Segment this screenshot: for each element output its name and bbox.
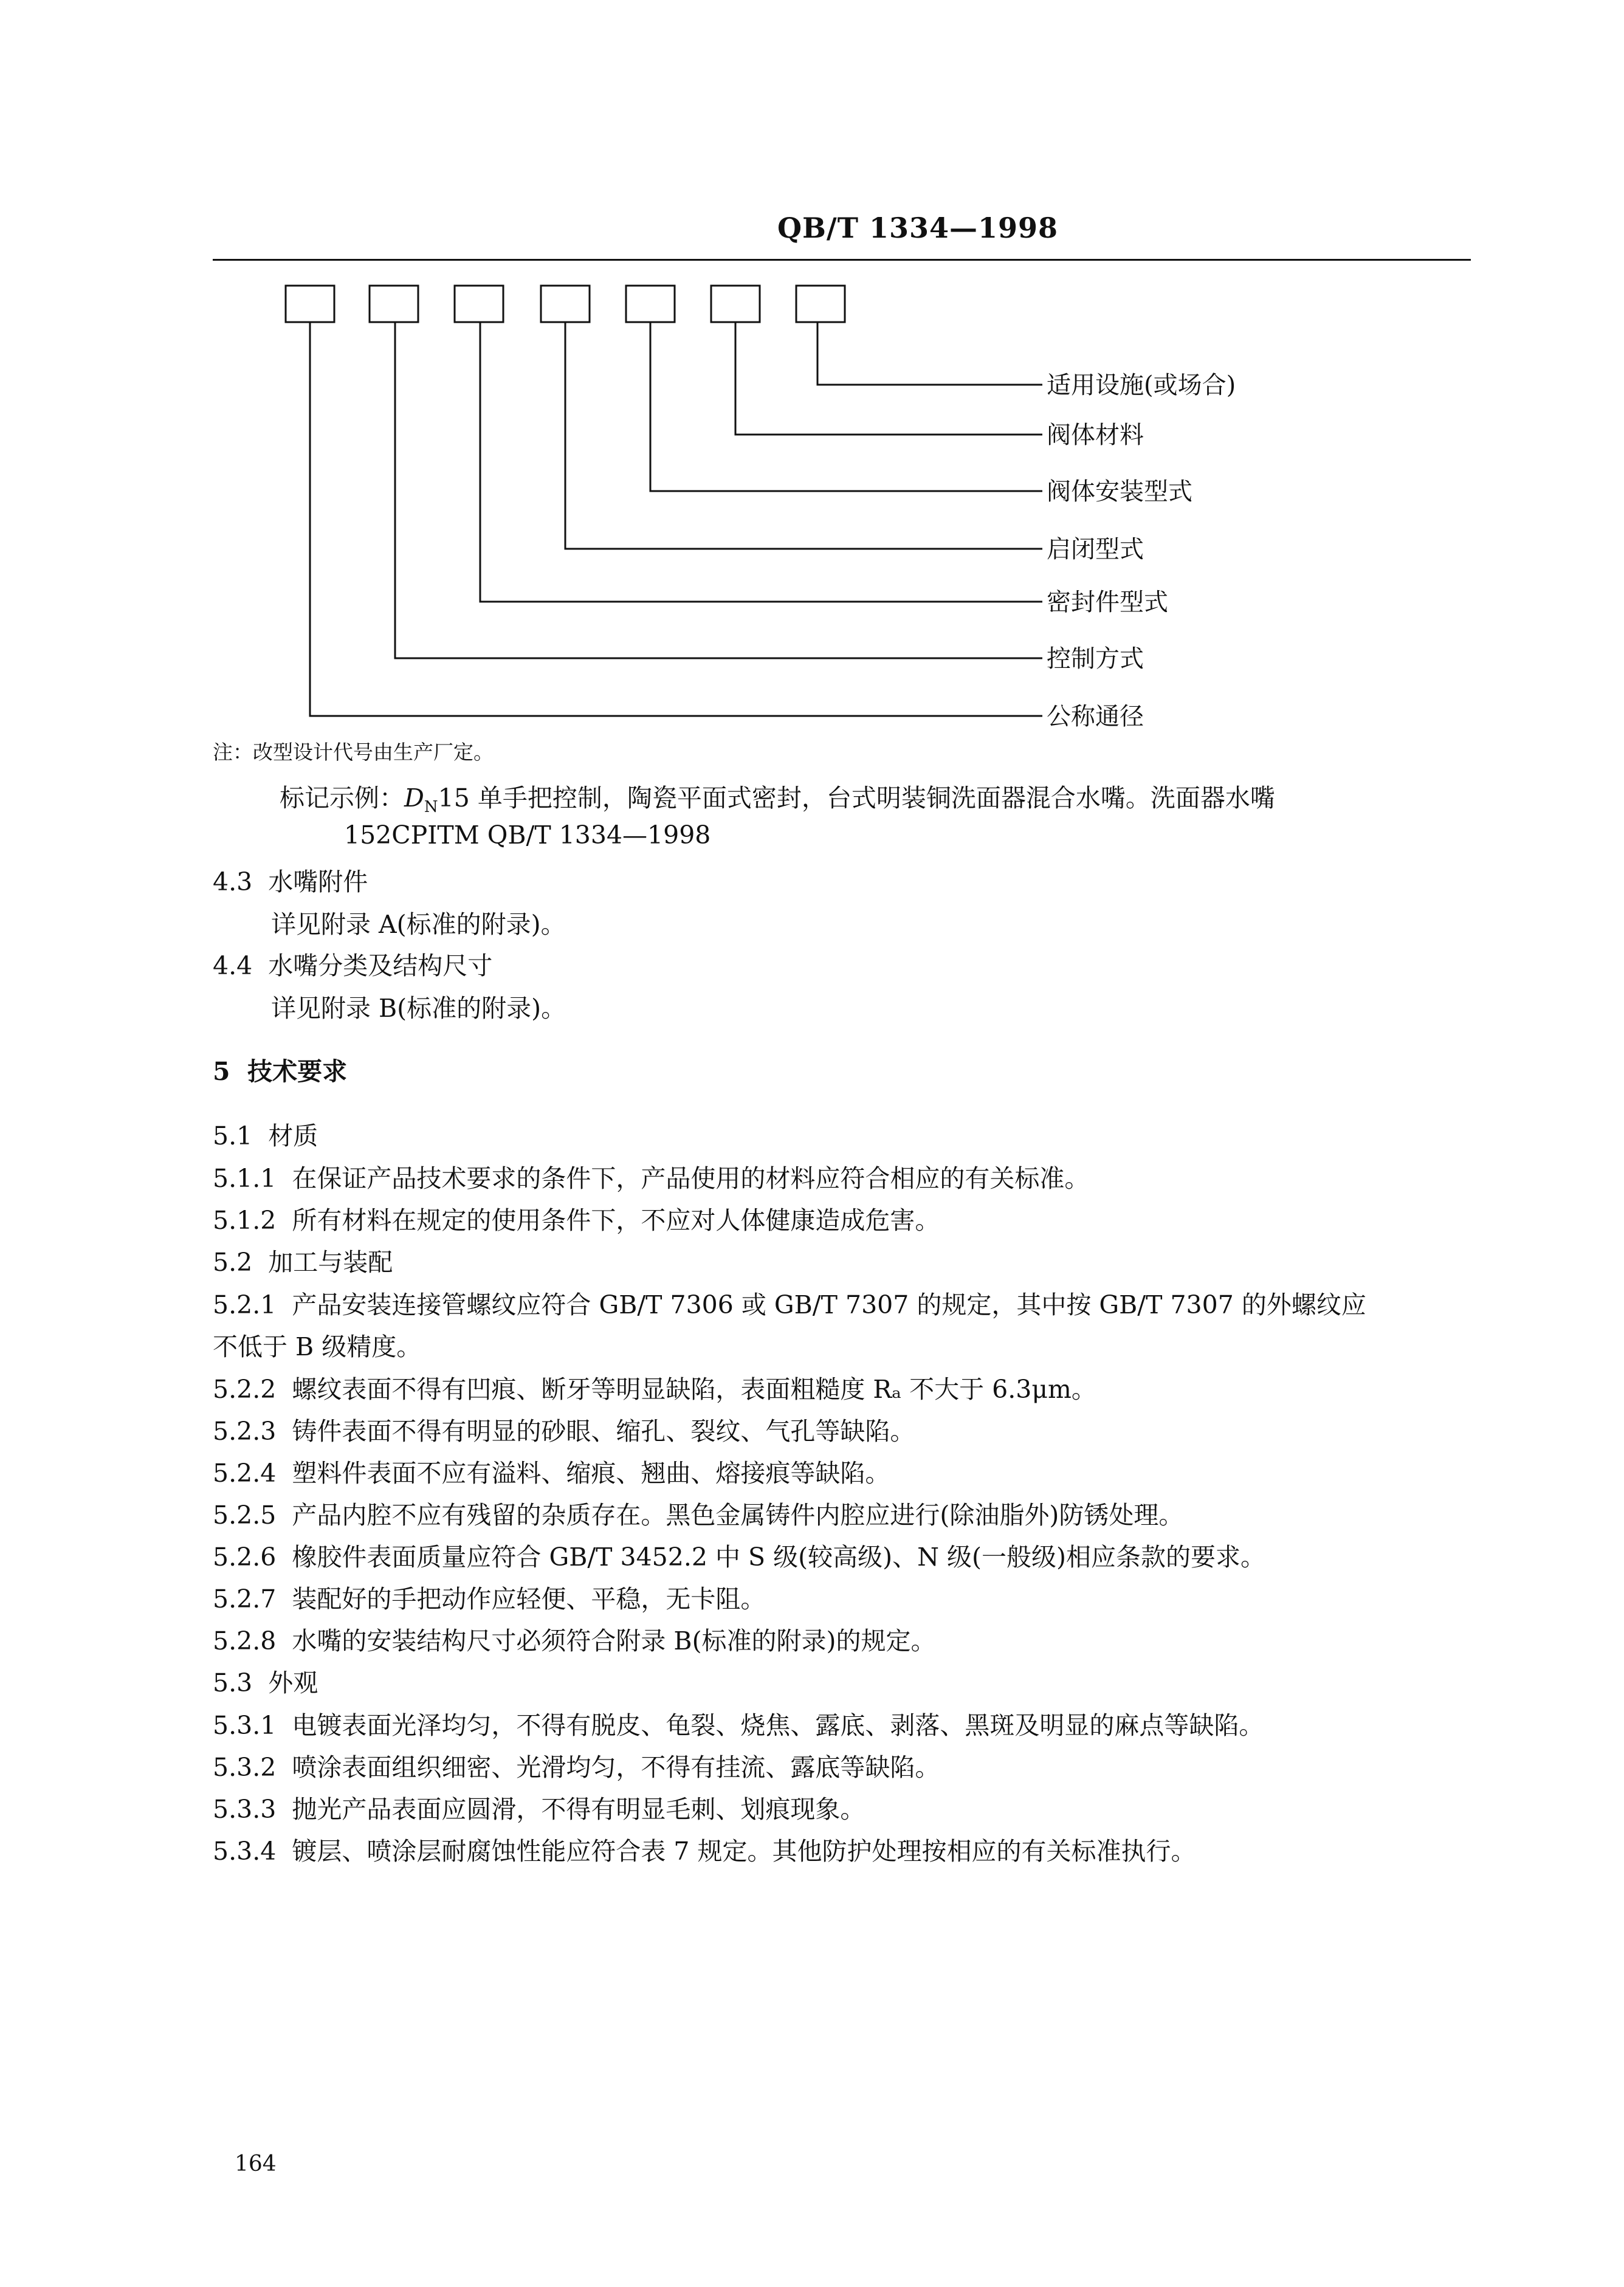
paragraph-text: 详见附录 B(标准的附录)。 <box>271 994 566 1023</box>
section-title: 材质 <box>268 1121 318 1150</box>
example-dn: D <box>404 783 424 813</box>
diagram-label-7: 公称通径 <box>1047 703 1144 731</box>
section-title: 技术要求 <box>247 1057 348 1086</box>
example-prefix: 标记示例： <box>280 783 404 813</box>
diagram-label-5: 密封件型式 <box>1047 588 1168 616</box>
diagram-label-4: 启闭型式 <box>1047 535 1144 563</box>
section-number: 5.2.7 <box>213 1584 277 1614</box>
diagram-label-2: 阀体材料 <box>1047 421 1144 449</box>
diagram-label-6: 控制方式 <box>1047 645 1144 673</box>
example-dn-sub: N <box>424 798 438 817</box>
clause-5-2-3 <box>213 1411 915 1447</box>
clause-text: 抛光产品表面应圆滑，不得有明显毛刺、划痕现象。 <box>292 1795 865 1824</box>
leader-line-5 <box>650 322 1042 491</box>
page-header: QB/T 1334—1998 <box>777 212 1059 244</box>
section-number: 4.4 <box>213 951 253 980</box>
section-5-3 <box>213 1663 318 1699</box>
section-number: 5.2.3 <box>213 1417 277 1446</box>
section-number: 5 <box>213 1057 230 1086</box>
clause-5-1-1 <box>213 1158 1089 1194</box>
clause-5-2-2 <box>213 1369 1096 1405</box>
clause-5-1-2 <box>213 1200 940 1236</box>
designation-diagram <box>0 0 1624 754</box>
section-number: 5.2.1 <box>213 1290 277 1319</box>
clause-text: 喷涂表面组织细密、光滑均匀，不得有挂流、露底等缺陷。 <box>292 1753 940 1782</box>
section-title: 加工与装配 <box>268 1248 393 1277</box>
section-number: 5.1.2 <box>213 1206 277 1235</box>
section-title: 水嘴附件 <box>268 867 368 896</box>
clause-5-2-7 <box>213 1579 765 1615</box>
section-number: 5.3.3 <box>213 1795 277 1824</box>
section-number: 4.3 <box>213 867 253 896</box>
code-box-7 <box>796 286 845 322</box>
code-box-2 <box>370 286 418 322</box>
clause-text: 塑料件表面不应有溢料、缩痕、翘曲、熔接痕等缺陷。 <box>292 1459 890 1488</box>
diagram-label-1: 适用设施(或场合) <box>1047 371 1236 399</box>
clause-text: 螺纹表面不得有凹痕、断牙等明显缺陷，表面粗糙度 Rₐ 不大于 6.3μm。 <box>292 1375 1096 1404</box>
section-5-2 <box>213 1242 393 1278</box>
page-number: 164 <box>235 2151 277 2176</box>
section-number: 5.2.6 <box>213 1542 277 1572</box>
code-box-4 <box>541 286 590 322</box>
clause-text: 橡胶件表面质量应符合 GB/T 3452.2 中 S 级(较高级)、N 级(一般级)相应条款的要求。 <box>292 1542 1266 1572</box>
clause-5-2-5 <box>213 1495 1183 1531</box>
section-5 <box>213 1051 347 1087</box>
marking-example <box>280 778 1275 816</box>
section-number: 5.2.5 <box>213 1501 277 1530</box>
section-title: 水嘴分类及结构尺寸 <box>268 951 493 980</box>
clause-text: 电镀表面光泽均匀，不得有脱皮、龟裂、烧焦、露底、剥落、黑斑及明显的麻点等缺陷。 <box>292 1711 1264 1740</box>
clause-5-2-1-cont: 不低于 B 级精度。 <box>213 1332 422 1361</box>
section-title: 外观 <box>268 1668 318 1697</box>
code-box-6 <box>711 286 760 322</box>
code-box-1 <box>286 286 334 322</box>
clause-5-3-3 <box>213 1789 865 1825</box>
clause-text: 产品安装连接管螺纹应符合 GB/T 7306 或 GB/T 7307 的规定，其中按 GB/T 7307 的外螺纹应 <box>292 1290 1366 1319</box>
clause-5-2-1 <box>213 1285 1366 1321</box>
clause-text: 所有材料在规定的使用条件下，不应对人体健康造成危害。 <box>292 1206 940 1235</box>
section-number: 5.2 <box>213 1248 253 1277</box>
paragraph-text: 详见附录 A(标准的附录)。 <box>271 910 566 939</box>
clause-5-2-4 <box>213 1453 890 1489</box>
section-number: 5.3.4 <box>213 1837 277 1866</box>
leader-line-1 <box>310 322 1042 716</box>
clause-5-2-8 <box>213 1621 936 1657</box>
section-4-4 <box>213 946 492 982</box>
section-number: 5.1 <box>213 1121 253 1150</box>
code-box-5 <box>626 286 675 322</box>
diagram-note: 注：改型设计代号由生产厂定。 <box>213 740 494 764</box>
section-4-3 <box>213 862 368 898</box>
section-number: 5.2.4 <box>213 1459 277 1488</box>
clause-5-3-4 <box>213 1831 1196 1867</box>
section-number: 5.1.1 <box>213 1164 277 1193</box>
section-5-1 <box>213 1116 318 1152</box>
clause-5-3-2 <box>213 1747 940 1783</box>
clause-text: 镀层、喷涂层耐腐蚀性能应符合表 7 规定。其他防护处理按相应的有关标准执行。 <box>292 1837 1196 1866</box>
section-number: 5.2.2 <box>213 1375 277 1404</box>
clause-5-2-6 <box>213 1537 1265 1573</box>
diagram-label-3: 阀体安装型式 <box>1047 478 1192 506</box>
leader-line-7 <box>817 322 1042 385</box>
section-number: 5.3.2 <box>213 1753 277 1782</box>
section-number: 5.3.1 <box>213 1711 277 1740</box>
clause-text: 在保证产品技术要求的条件下，产品使用的材料应符合相应的有关标准。 <box>292 1164 1090 1193</box>
section-number: 5.3 <box>213 1668 253 1697</box>
clause-text: 铸件表面不得有明显的砂眼、缩孔、裂纹、气孔等缺陷。 <box>292 1417 915 1446</box>
clause-text: 水嘴的安装结构尺寸必须符合附录 B(标准的附录)的规定。 <box>292 1626 936 1656</box>
code-box-3 <box>455 286 503 322</box>
leader-line-6 <box>735 322 1042 435</box>
clause-text: 产品内腔不应有残留的杂质存在。黑色金属铸件内腔应进行(除油脂外)防锈处理。 <box>292 1501 1184 1530</box>
example-text: 15 单手把控制，陶瓷平面式密封，台式明装铜洗面器混合水嘴。洗面器水嘴 <box>438 783 1275 813</box>
section-number: 5.2.8 <box>213 1626 277 1656</box>
clause-5-3-1 <box>213 1705 1264 1741</box>
clause-text: 装配好的手把动作应轻便、平稳，无卡阻。 <box>292 1584 766 1614</box>
marking-example-code: 152CPITM QB/T 1334—1998 <box>344 820 711 850</box>
